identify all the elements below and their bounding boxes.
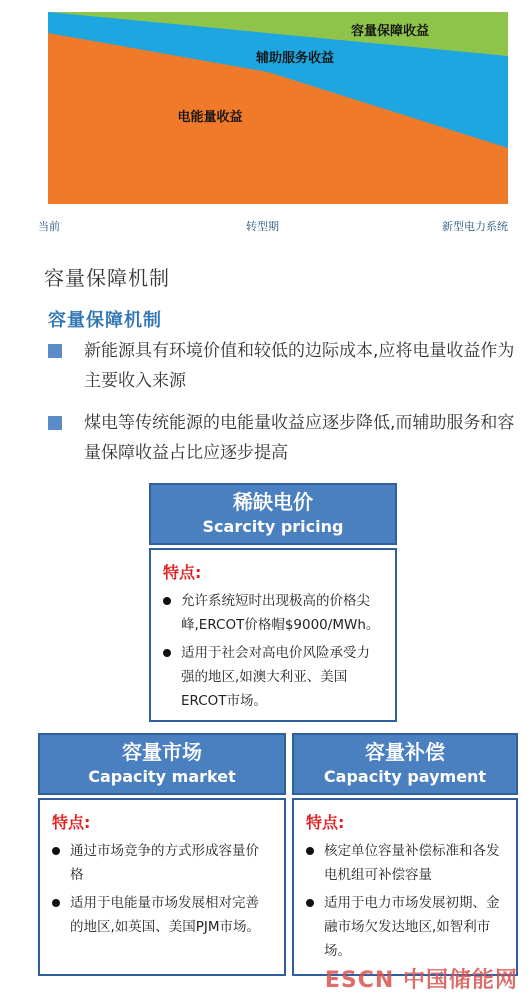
- payment-card-title: [292, 733, 518, 795]
- scarcity-point: [163, 589, 383, 637]
- bullet-item: [48, 408, 518, 468]
- axis-label-now: 当前: [38, 220, 60, 233]
- dot-bullet-icon: [306, 899, 314, 907]
- market-point: [52, 839, 272, 887]
- market-card-title: [38, 733, 286, 795]
- dot-bullet-icon: [52, 899, 60, 907]
- market-title-en: Capacity market: [88, 767, 236, 786]
- dot-bullet-icon: [52, 847, 60, 855]
- payment-point: [306, 891, 504, 963]
- market-title-cn: 容量市场: [122, 740, 202, 764]
- scarcity-title-cn: 稀缺电价: [233, 490, 313, 514]
- scarcity-feature-label: 特点:: [163, 563, 202, 582]
- scarcity-card-body: [149, 548, 397, 722]
- section-heading: 容量保障机制: [44, 266, 170, 290]
- market-point-text: 适用于电能量市场发展相对完善的地区,如英国、美国PJM市场。: [70, 895, 261, 935]
- label-energy: 电能量收益: [177, 110, 243, 125]
- bullet-item: [48, 336, 518, 396]
- axis-label-new-system: 新型电力系统: [442, 220, 508, 233]
- scarcity-title-en: Scarcity pricing: [202, 517, 344, 536]
- scarcity-point: [163, 641, 383, 713]
- axis-label-transition: 转型期: [246, 220, 279, 233]
- scarcity-card-title: [149, 483, 397, 545]
- payment-feature-label: 特点:: [306, 813, 345, 832]
- market-feature-label: 特点:: [52, 813, 91, 832]
- market-point: [52, 891, 272, 939]
- watermark-logo: ESCN 中国储能网: [324, 968, 518, 993]
- scarcity-point-text: 允许系统短时出现极高的价格尖峰,ERCOT价格帽$9000/MWh。: [181, 593, 380, 633]
- payment-point-text: 核定单位容量补偿标准和各发电机组可补偿容量: [324, 843, 500, 883]
- payment-title-cn: 容量补偿: [365, 740, 445, 764]
- bullet-list: [48, 336, 518, 474]
- label-capacity: 容量保障收益: [350, 24, 430, 39]
- sub-heading: 容量保障机制: [48, 310, 162, 331]
- dot-bullet-icon: [306, 847, 314, 855]
- dot-bullet-icon: [163, 597, 171, 605]
- bullet-text: 新能源具有环境价值和较低的边际成本,应将电量收益作为主要收入来源: [84, 341, 515, 391]
- payment-card-body: [292, 798, 518, 976]
- market-point-text: 通过市场竞争的方式形成容量价格: [70, 843, 259, 883]
- bullet-text: 煤电等传统能源的电能量收益应逐步降低,而辅助服务和容量保障收益占比应逐步提高: [84, 413, 515, 463]
- square-bullet-icon: [48, 416, 62, 430]
- label-ancillary: 辅助服务收益: [255, 51, 335, 66]
- payment-point: [306, 839, 504, 887]
- payment-point-text: 适用于电力市场发展初期、金融市场欠发达地区,如智利市场。: [324, 895, 500, 959]
- scarcity-point-text: 适用于社会对高电价风险承受力强的地区,如澳大利亚、美国ERCOT市场。: [181, 645, 370, 709]
- square-bullet-icon: [48, 344, 62, 358]
- payment-title-en: Capacity payment: [323, 767, 487, 786]
- dot-bullet-icon: [163, 649, 171, 657]
- revenue-area-chart: [0, 0, 532, 240]
- market-card-body: [38, 798, 286, 976]
